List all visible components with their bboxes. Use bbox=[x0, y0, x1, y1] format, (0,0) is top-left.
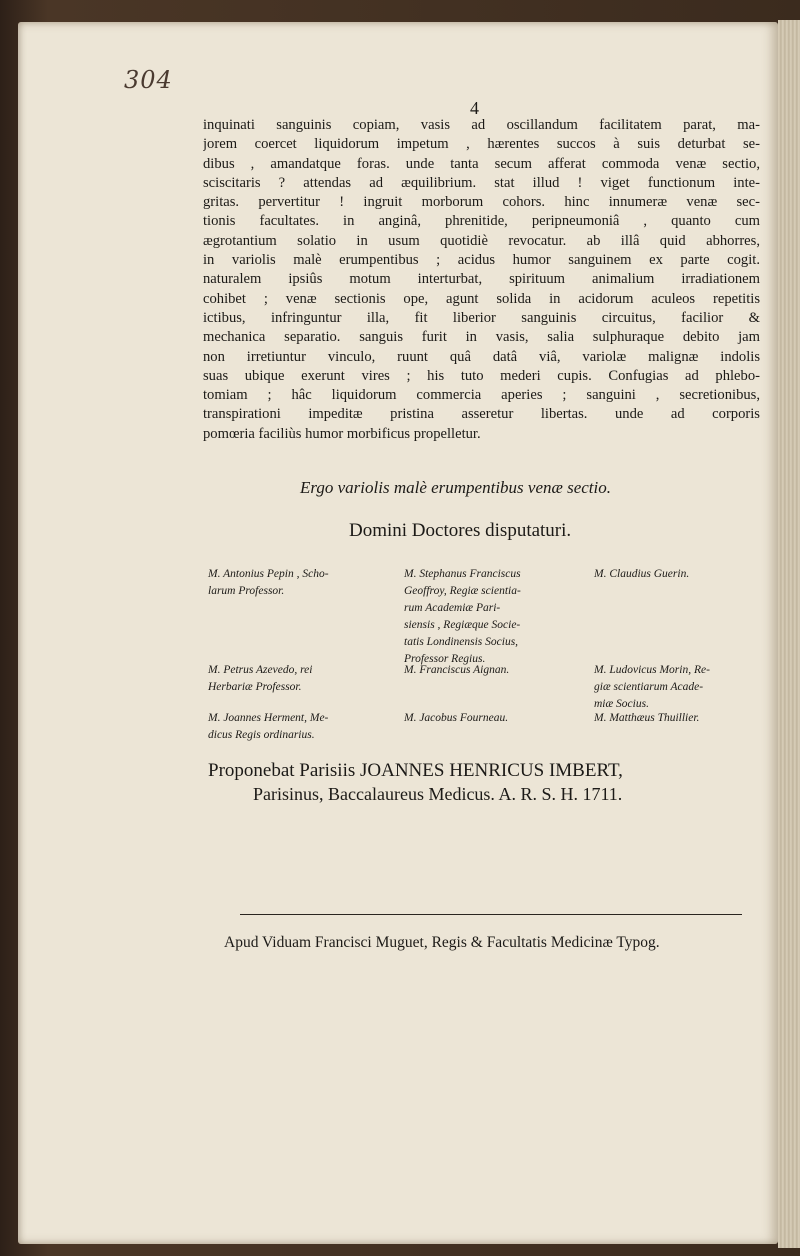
body-line: pomœria faciliùs humor morbificus propelletur. bbox=[203, 425, 481, 442]
body-line: ictibus, infringuntur illa, fit liberior sanguinis circuitus, facilior & bbox=[203, 309, 760, 326]
examiner-entry: M. Jacobus Fourneau. bbox=[404, 712, 509, 724]
printer-imprint: Apud Viduam Francisci Muguet, Regis & Facultatis Medicinæ Typog. bbox=[224, 934, 660, 951]
horizontal-rule bbox=[240, 914, 742, 915]
body-text bbox=[203, 116, 760, 444]
examiner-entry: M. Stephanus Franciscus Geoffroy, Regiæ scientia- rum Academiæ Pari- siensis , Regiæque Socie- tatis Londinensis Socius, Professor Regius. bbox=[404, 568, 521, 665]
body-line: in variolis malè erumpentibus ; acidus humor sanguinem ex parte cogit. bbox=[203, 252, 760, 269]
body-line: sciscitaris ? attendas ad æquilibrium. stat illud ! viget functionum inte- bbox=[203, 174, 760, 191]
examiner-entry: M. Franciscus Aignan. bbox=[404, 664, 510, 676]
body-line: suas ubique exerunt vires ; his tuto mederi cupis. Confugias ad phlebo- bbox=[203, 367, 760, 384]
examiner-entry: M. Petrus Azevedo, rei Herbariæ Professor. bbox=[208, 664, 313, 693]
examiner-entry: M. Ludovicus Morin, Re- giæ scientiarum Acade- miæ Socius. bbox=[594, 664, 710, 710]
body-line: dibus , amandatque foras. unde tanta secum afferat commoda venæ sectio, bbox=[203, 155, 760, 172]
body-line: jorem coercet liquidorum impetum , hærentes succos à suis deturbat se- bbox=[203, 136, 760, 153]
body-line: tomiam ; hâc liquidorum commercia aperies ; sanguini , secretionibus, bbox=[203, 387, 760, 404]
examiner-entry: M. Matthæus Thuillier. bbox=[594, 712, 700, 724]
body-line: ægrotantium solatio in usum quotidiè revocatur. ab illâ quid abhorres, bbox=[203, 232, 760, 249]
body-line: transpirationi impeditæ pristina asseretur libertas. unde ad corporis bbox=[203, 406, 760, 423]
body-line: mechanica separatio. sanguis furit in vasis, salia sulphuraque debito jam bbox=[203, 329, 760, 346]
body-line: inquinati sanguinis copiam, vasis ad oscillandum facilitatem parat, ma- bbox=[203, 117, 760, 133]
body-line: naturalem ipsiûs motum interturbat, spirituum animalium irradiationem bbox=[203, 271, 760, 288]
body-line: tionis facultates. in anginâ, phrenitide, peripneumoniâ , quanto cum bbox=[203, 213, 760, 230]
thesis-conclusion: Ergo variolis malè erumpentibus venæ sectio. bbox=[300, 478, 611, 497]
page-stack-edge bbox=[778, 20, 800, 1248]
body-line: non irretiuntur vinculo, ruunt quâ datâ viâ, variolæ malignæ indolis bbox=[203, 348, 760, 365]
handwritten-folio-number: 304 bbox=[124, 66, 173, 94]
examiner-entry: M. Claudius Guerin. bbox=[594, 568, 690, 580]
examiner-entry: M. Antonius Pepin , Scho- larum Professor. bbox=[208, 568, 329, 597]
page-number: 4 bbox=[470, 98, 479, 118]
proponent-line: Proponebat Parisiis JOANNES HENRICUS IMBERT, bbox=[208, 760, 623, 781]
body-line: gritas. pervertitur ! ingruit morborum cohors. hinc innumeræ venæ sec- bbox=[203, 194, 760, 211]
proponent-line: Parisinus, Baccalaureus Medicus. A. R. S. H. 1711. bbox=[253, 784, 623, 804]
examiner-entry: M. Joannes Herment, Me- dicus Regis ordinarius. bbox=[208, 712, 329, 741]
body-line: cohibet ; venæ sectionis ope, agunt solida in acidorum aculeos repetitis bbox=[203, 290, 760, 307]
section-heading: Domini Doctores disputaturi. bbox=[349, 520, 572, 541]
examiners-list bbox=[208, 566, 768, 746]
